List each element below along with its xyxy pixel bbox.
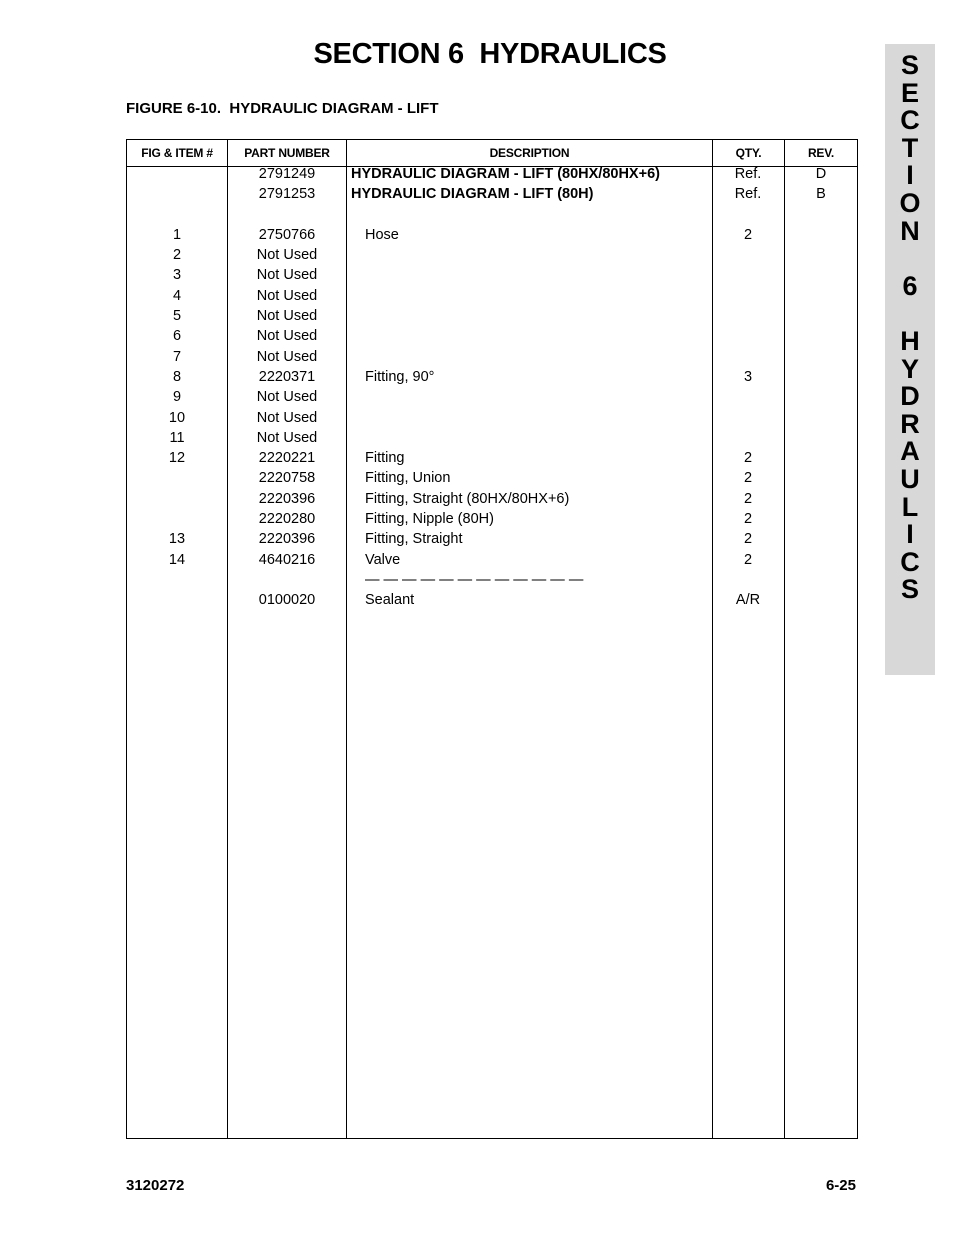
side-tab-letter: O: [899, 187, 921, 218]
fig-item-cell: 2: [172, 247, 182, 264]
rev-cell: [785, 430, 857, 450]
table-row: [127, 389, 857, 409]
description-cell: Fitting, Nipple (80H): [365, 511, 494, 528]
qty-cell: [713, 430, 783, 450]
fig-item-cell: 8: [172, 368, 182, 385]
qty-cell: [713, 410, 783, 430]
part-number-cell: Not Used: [256, 308, 318, 325]
side-tab-letter: L: [901, 491, 919, 522]
section-side-tab: [885, 44, 935, 675]
part-number-cell: Not Used: [256, 287, 318, 304]
description-cell: [365, 267, 710, 287]
part-number-cell: 2220396: [258, 490, 316, 507]
part-number-cell: 2220371: [258, 368, 316, 385]
part-number-cell: 4640216: [258, 551, 316, 568]
fig-item-cell: 1: [172, 226, 182, 243]
description-cell: Fitting, Union: [365, 470, 451, 487]
part-number-cell: Not Used: [256, 389, 318, 406]
table-row: [127, 186, 857, 206]
qty-cell: 2: [743, 470, 753, 487]
qty-cell: A/R: [735, 592, 761, 609]
side-tab-letter: H: [900, 325, 920, 356]
part-number-cell: 2750766: [258, 226, 316, 243]
description-cell: Valve: [365, 551, 401, 568]
figure-title: FIGURE 6-10. HYDRAULIC DIAGRAM - LIFT: [126, 100, 439, 117]
description-cell: Fitting, Straight (80HX/80HX+6): [365, 490, 570, 507]
description-cell: Fitting, 90°: [365, 368, 435, 385]
side-tab-letter: 6: [902, 270, 918, 301]
rev-cell: [785, 491, 857, 511]
qty-cell: [713, 288, 783, 308]
rev-cell: [785, 308, 857, 328]
qty-cell: Ref.: [734, 166, 762, 182]
qty-cell: [713, 389, 783, 409]
fig-item-cell: [127, 186, 227, 206]
description-cell: Sealant: [365, 592, 415, 609]
table-row: [127, 430, 857, 450]
part-number-cell: [228, 207, 346, 227]
qty-cell: 2: [743, 490, 753, 507]
fig-item-cell: 9: [172, 389, 182, 406]
side-tab-letter: U: [900, 463, 920, 494]
table-row: [127, 470, 857, 490]
side-tab-letter: T: [901, 132, 919, 163]
fig-item-cell: 13: [168, 531, 186, 548]
side-tab-letter: S: [900, 574, 919, 605]
part-number-cell: Not Used: [256, 247, 318, 264]
part-number-cell: Not Used: [256, 328, 318, 345]
part-number-cell: 2220280: [258, 511, 316, 528]
fig-item-cell: 14: [168, 551, 186, 568]
qty-cell: [713, 308, 783, 328]
qty-cell: [713, 328, 783, 348]
table-row: [127, 450, 857, 470]
qty-cell: 2: [743, 551, 753, 568]
description-cell: [365, 349, 710, 369]
table-row: [127, 267, 857, 287]
fig-item-cell: 4: [172, 287, 182, 304]
side-tab-letter: A: [900, 436, 920, 467]
fig-item-cell: 6: [172, 328, 182, 345]
page-title: SECTION 6 HYDRAULICS: [313, 38, 667, 70]
side-tab-letter: I: [906, 519, 914, 550]
fig-item-cell: [127, 166, 227, 186]
rev-cell: [785, 227, 857, 247]
table-row: [127, 572, 857, 592]
side-tab-letter: Y: [900, 353, 919, 384]
document-number: 3120272: [126, 1177, 185, 1194]
rev-cell: [785, 572, 857, 592]
table-row: [127, 207, 857, 227]
qty-cell: [713, 267, 783, 287]
rev-cell: [785, 592, 857, 612]
fig-item-cell: 11: [169, 429, 185, 446]
fig-item-cell: [127, 572, 227, 592]
table-row: [127, 552, 857, 572]
qty-cell: 3: [743, 368, 753, 385]
rev-cell: [785, 410, 857, 430]
table-row: [127, 247, 857, 267]
part-number-cell: Not Used: [256, 267, 318, 284]
description-cell: [365, 247, 710, 267]
header-qty: QTY.: [735, 146, 762, 160]
part-number-cell: 0100020: [258, 592, 316, 609]
side-tab-letter: R: [900, 408, 920, 439]
rev-cell: [785, 267, 857, 287]
table-row: [127, 349, 857, 369]
description-cell: Hose: [365, 226, 399, 243]
side-tab-letter: I: [906, 160, 914, 191]
side-tab-letter: C: [900, 105, 920, 136]
header-rev: REV.: [807, 146, 835, 160]
side-tab-letters: [885, 52, 935, 604]
table-row: [127, 592, 857, 612]
fig-item-cell: 12: [168, 450, 186, 467]
fig-item-cell: 10: [168, 409, 186, 426]
description-cell: [365, 430, 710, 450]
table-row: [127, 531, 857, 551]
rev-cell: [785, 511, 857, 531]
description-cell: HYDRAULIC DIAGRAM - LIFT (80H): [351, 186, 594, 203]
rev-cell: [785, 470, 857, 490]
rev-cell: [785, 207, 857, 227]
fig-item-cell: [127, 470, 227, 490]
header-description: DESCRIPTION: [489, 146, 570, 160]
qty-cell: 2: [743, 511, 753, 528]
rev-cell: D: [815, 166, 827, 182]
header-part-number: PART NUMBER: [244, 146, 330, 160]
fig-item-cell: [127, 511, 227, 531]
description-cell: — — — — — — — — — — — —: [365, 571, 584, 588]
side-tab-letter: C: [900, 546, 920, 577]
table-row: [127, 491, 857, 511]
page-number: 6-25: [825, 1177, 856, 1194]
parts-table: [126, 139, 858, 1139]
description-cell: Fitting: [365, 450, 405, 467]
qty-cell: 2: [743, 226, 753, 243]
rev-cell: [785, 369, 857, 389]
rev-cell: [785, 349, 857, 369]
qty-cell: 2: [743, 531, 753, 548]
description-cell: [365, 328, 710, 348]
part-number-cell: Not Used: [256, 409, 318, 426]
side-tab-letter: D: [900, 381, 920, 412]
part-number-cell: 2220221: [258, 450, 316, 467]
fig-item-cell: 3: [172, 267, 182, 284]
part-number-cell: [228, 572, 346, 592]
table-row: [127, 328, 857, 348]
description-cell: Fitting, Straight: [365, 531, 463, 548]
rev-cell: [785, 288, 857, 308]
part-number-cell: 2220758: [258, 470, 316, 487]
rev-cell: [785, 450, 857, 470]
rev-cell: [785, 328, 857, 348]
table-row: [127, 227, 857, 247]
part-number-cell: 2791249: [258, 166, 316, 182]
table-row: [127, 166, 857, 186]
description-cell: [365, 207, 710, 227]
table-row: [127, 511, 857, 531]
qty-cell: [713, 572, 783, 592]
description-cell: [365, 389, 710, 409]
part-number-cell: Not Used: [256, 348, 318, 365]
qty-cell: [713, 247, 783, 267]
fig-item-cell: [127, 592, 227, 612]
qty-cell: [713, 349, 783, 369]
rev-cell: [785, 389, 857, 409]
side-tab-letter: N: [900, 215, 920, 246]
fig-item-cell: [127, 491, 227, 511]
side-tab-letter: S: [900, 50, 919, 80]
rev-cell: [785, 531, 857, 551]
description-cell: [365, 308, 710, 328]
fig-item-cell: [127, 207, 227, 227]
side-tab-letter: E: [900, 77, 919, 108]
table-row: [127, 288, 857, 308]
table-row: [127, 308, 857, 328]
table-row: [127, 410, 857, 430]
table-body: [127, 166, 857, 613]
table-row: [127, 369, 857, 389]
qty-cell: 2: [743, 450, 753, 467]
part-number-cell: Not Used: [256, 429, 318, 446]
rev-cell: [785, 552, 857, 572]
part-number-cell: 2791253: [258, 186, 316, 203]
fig-item-cell: 5: [172, 308, 182, 325]
qty-cell: Ref.: [734, 186, 762, 203]
part-number-cell: 2220396: [258, 531, 316, 548]
qty-cell: [713, 207, 783, 227]
description-cell: [365, 288, 710, 308]
rev-cell: [785, 247, 857, 267]
rev-cell: B: [816, 186, 826, 203]
fig-item-cell: 7: [172, 348, 182, 365]
description-cell: HYDRAULIC DIAGRAM - LIFT (80HX/80HX+6): [351, 166, 660, 182]
description-cell: [365, 410, 710, 430]
header-fig-item: FIG & ITEM #: [141, 146, 213, 160]
